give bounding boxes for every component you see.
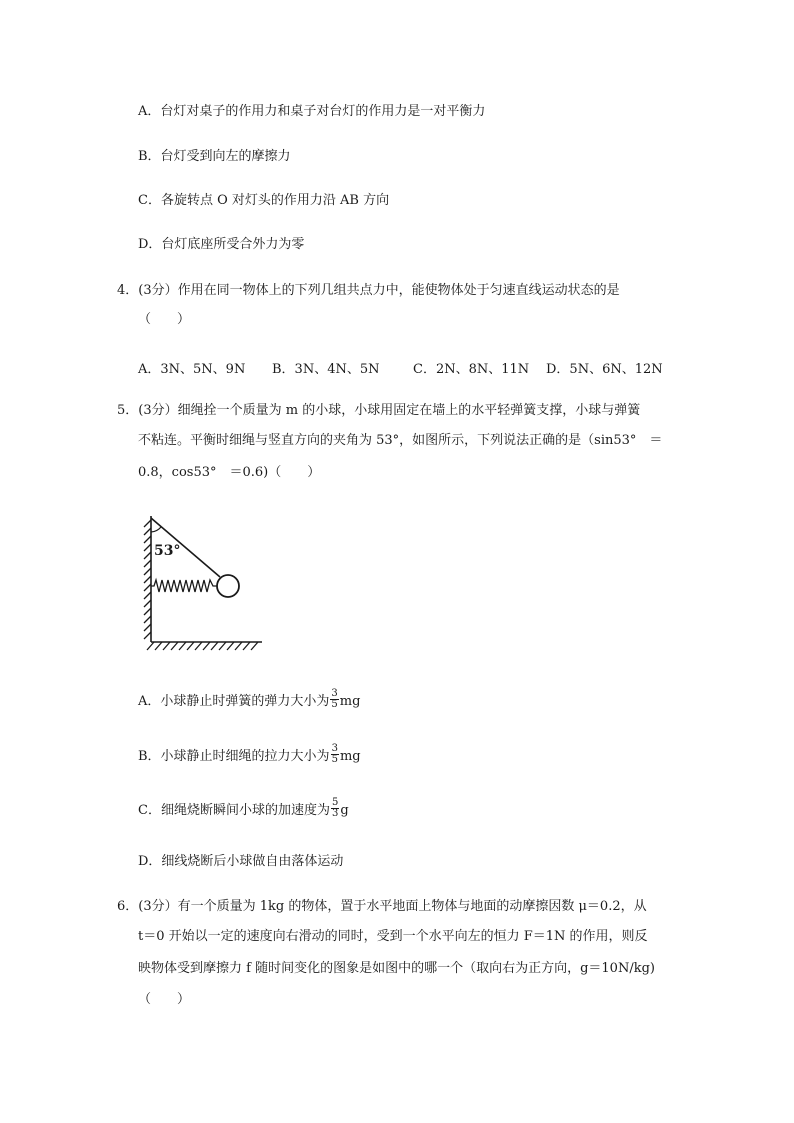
q5-stem-line-2: 不粘连。平衡时细绳与竖直方向的夹角为 53°，如图所示，下列说法正确的是（sin53° ＝ [138,433,663,448]
q5-option-b [138,743,361,771]
wall-hatching [144,520,151,639]
q5-option-a [138,688,360,716]
q5-option-c-unit: g [340,803,349,818]
q3-option-d: D．台灯底座所受合外力为零 [138,237,305,252]
q5-option-b-fraction [331,744,339,765]
q3-option-a: A．台灯对桌子的作用力和桌子对台灯的作用力是一对平衡力 [138,104,486,119]
q5-stem-line-1: 5．(3分）细绳拴一个质量为 m 的小球，小球用固定在墙上的水平轻弹簧支撑，小球与弹簧 [117,403,641,418]
angle-label: 53° [154,543,181,559]
q5-option-c [138,797,349,825]
wall-spring-ball-figure [138,510,268,660]
ball-circle [217,575,239,597]
q5-stem-line-3: 0.8，cos53° ＝0.6)（ ） [138,465,321,480]
q6-stem-line-2: t＝0 开始以一定的速度向右滑动的同时，受到一个水平向左的恒力 F＝1N 的作用，则反 [138,929,648,944]
fraction-denominator: 3 [331,808,339,819]
q5-option-b-text: B．小球静止时细绳的拉力大小为 [138,749,330,764]
q6-answer-paren: （ ） [138,992,191,1007]
angle-arc [151,527,161,532]
fraction-numerator: 3 [331,743,338,754]
fraction-denominator: 5 [331,754,338,765]
q5-option-c-fraction [331,798,339,819]
q6-stem-line-1: 6．(3分）有一个质量为 1kg 的物体，置于水平地面上物体与地面的动摩擦因数 μ＝0.2，从 [117,899,647,914]
fraction-numerator: 5 [331,797,339,808]
q5-option-a-text: A．小球静止时弹簧的弹力大小为 [138,694,330,709]
fraction-denominator: 5 [331,699,338,710]
q5-option-b-unit: mg [339,749,361,764]
q5-option-d: D．细线烧断后小球做自由落体运动 [138,854,344,869]
q5-option-a-fraction [330,689,338,710]
q4-option-b: B．3N、4N、5N [272,362,380,377]
fraction-numerator: 3 [331,688,338,699]
q4-answer-paren: （ ） [138,312,191,327]
q3-option-c: C．各旋转点 O 对灯头的作用力沿 AB 方向 [138,193,390,208]
spring-coil [151,580,217,592]
q6-stem-line-3: 映物体受到摩擦力 f 随时间变化的图象是如图中的哪一个（取向右为正方向，g＝10N/kg) [138,961,655,976]
q5-option-a-unit: mg [339,694,361,709]
floor-hatching [147,642,258,650]
q4-option-d: D．5N、6N、12N [546,362,663,377]
q3-option-b: B．台灯受到向左的摩擦力 [138,149,291,164]
q4-option-a: A．3N、5N、9N [138,362,246,377]
q4-option-c: C．2N、8N、11N [413,362,530,377]
q4-stem: 4．(3分）作用在同一物体上的下列几组共点力中，能使物体处于匀速直线运动状态的是 [117,283,620,298]
q5-option-c-text: C．细绳烧断瞬间小球的加速度为 [138,803,330,818]
